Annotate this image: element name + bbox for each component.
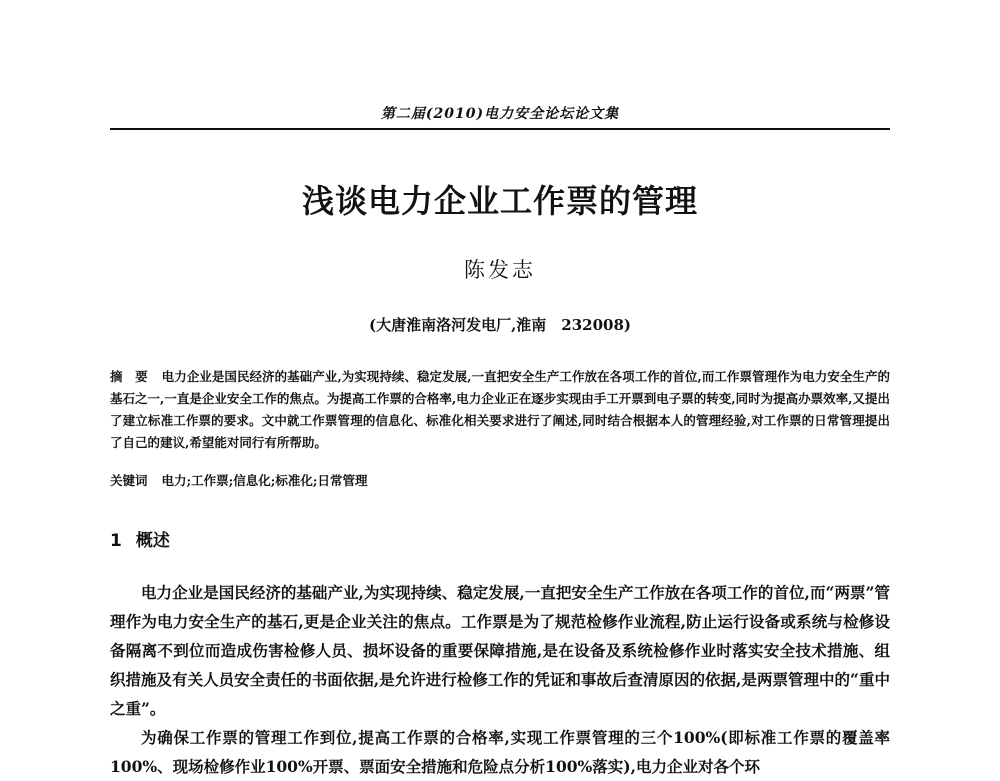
abstract (110, 366, 890, 454)
keywords (110, 470, 890, 492)
body-paragraph: 为确保工作票的管理工作到位,提高工作票的合格率,实现工作票管理的三个100%(即标准工作票的覆盖率100%、现场检修作业100%开票、票面安全措施和危险点分析100%落实),电力企业对各个环 (110, 728, 890, 776)
keywords-text: 电力;工作票;信息化;标准化;日常管理 (161, 473, 368, 488)
section-title: 概述 (135, 531, 170, 551)
abstract-label: 摘 要 (110, 369, 148, 384)
body-paragraph: 电力企业是国民经济的基础产业,为实现持续、稳定发展,一直把安全生产工作放在各项工作的首位,而“两票”管理作为电力安全生产的基石,更是企业关注的焦点。工作票是为了规范检修作业流程,防止运行设备或系统与检修设备隔离不到位而造成伤害检修人员、损坏设备的重要保障措施,是在设备及系统检修作业时落实安全技术措施、组织措施及有关人员安全责任的书面依据,是允许进行检修工作的凭证和事故后查清原因的依据,是两票管理中的“重中之重”。 (110, 583, 890, 718)
abstract-text: 电力企业是国民经济的基础产业,为实现持续、稳定发展,一直把安全生产工作放在各项工作的首位,而工作票管理作为电力安全生产的基石之一,一直是企业安全工作的焦点。为提高工作票的合格率,电力企业正在逐步实现由手工开票到电子票的转变,同时为提高办票效率,又提出了建立标准工作票的要求。文中就工作票管理的信息化、标准化相关要求进行了阐述,同时结合根据本人的管理经验,对工作票的日常管理提出了自己的建议,希望能对同行有所帮助。 (110, 369, 890, 450)
author-name: 陈发志 (464, 258, 536, 282)
section-number: 1 (110, 531, 122, 551)
running-header: 第二届(2010)电力安全论坛论文集 (380, 106, 620, 122)
header-rule (110, 128, 890, 130)
paper-title: 浅谈电力企业工作票的管理 (301, 182, 698, 220)
section-heading (110, 526, 170, 551)
section-body (110, 578, 890, 781)
author-affiliation: (大唐淮南洛河发电厂,淮南 232008) (368, 316, 632, 334)
keywords-label: 关键词 (110, 473, 148, 488)
